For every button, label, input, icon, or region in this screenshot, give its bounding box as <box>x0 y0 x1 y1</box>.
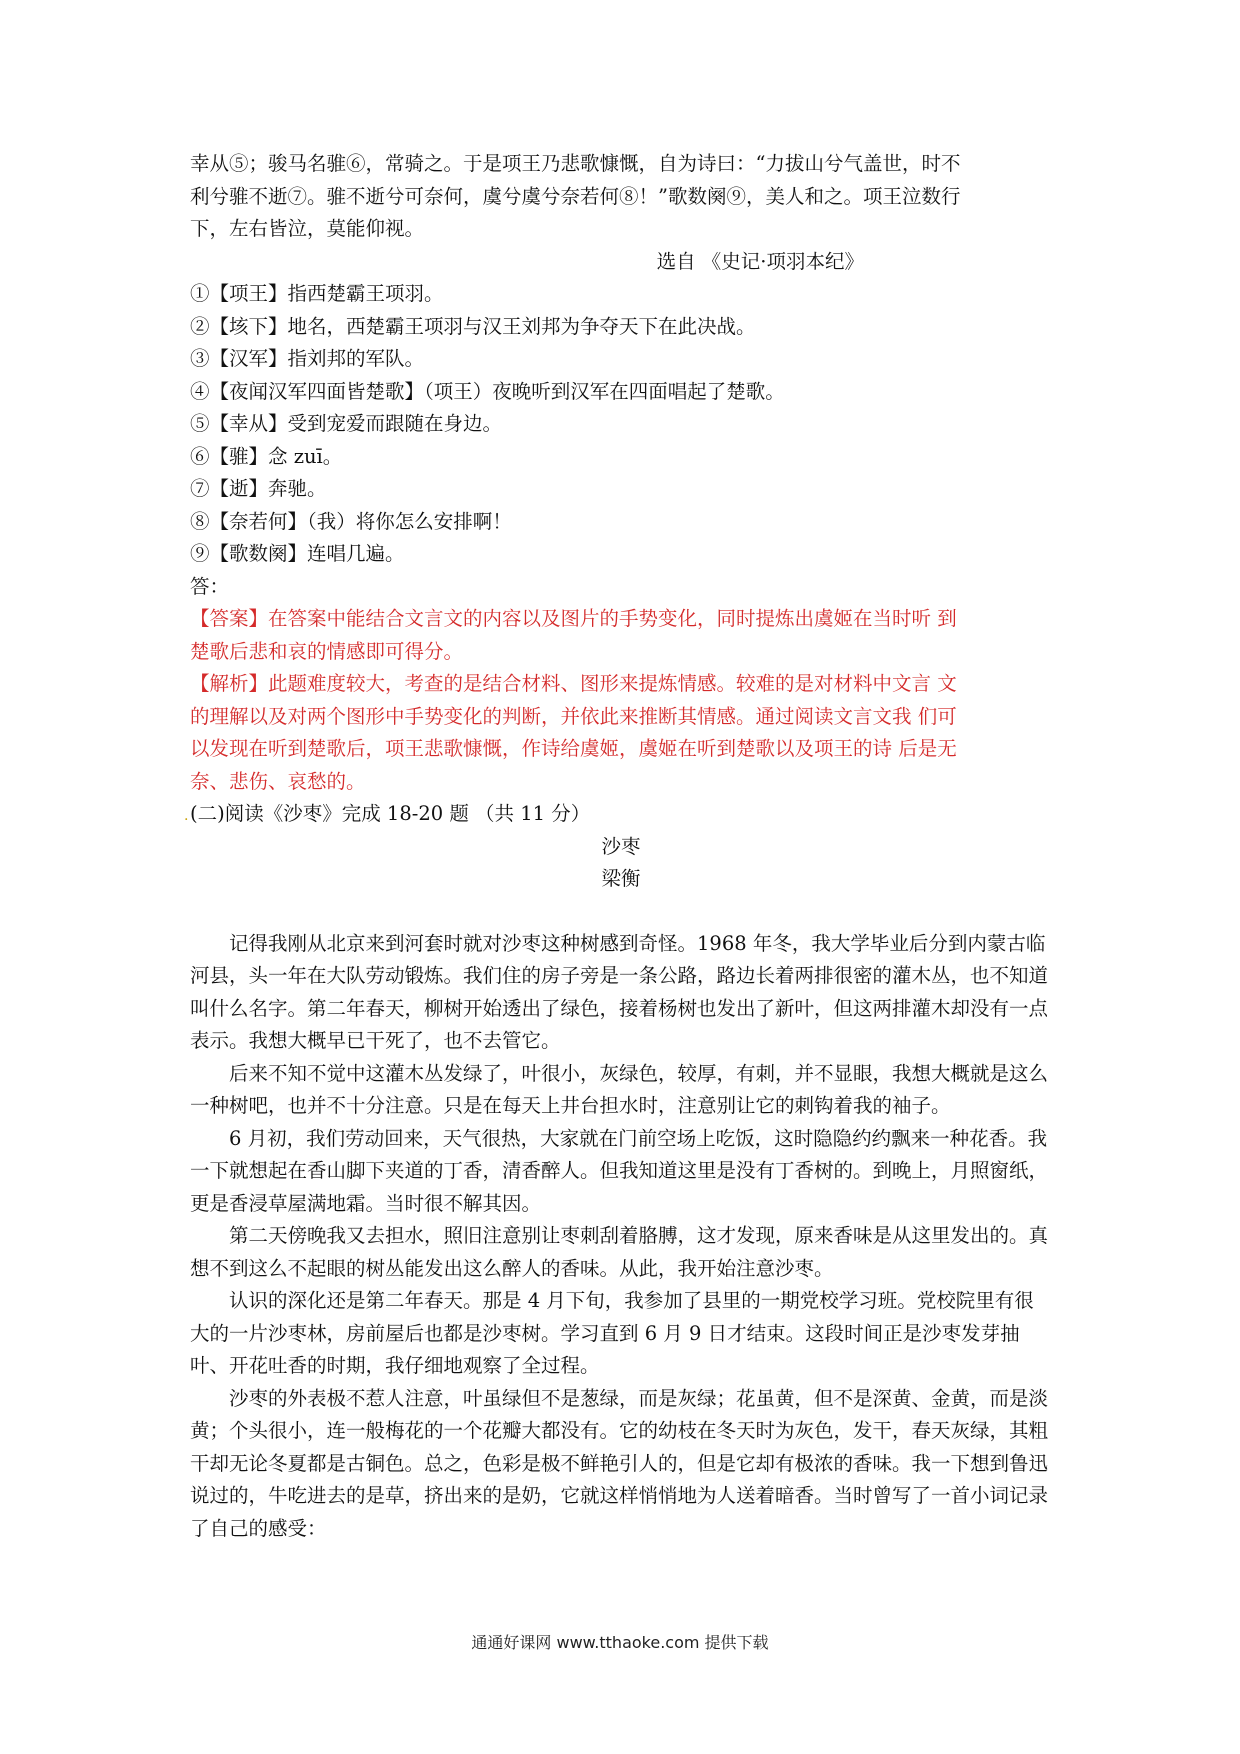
document-body <box>184 148 1052 1545</box>
passage-line: 利兮骓不逝⑦。骓不逝兮可奈何，虞兮虞兮奈若何⑧！”歌数阕⑨，美人和之。项王泣数行 <box>190 184 961 208</box>
passage-line: 下，左右皆泣，莫能仰视。 <box>190 217 425 240</box>
analysis-line: 的理解以及对两个图形中手势变化的判断，并依此来推断其情感。通过阅读文言文我 们可 <box>190 704 957 728</box>
note-item: ⑦【逝】奔驰。 <box>190 477 327 500</box>
note-item: ③【汉军】指刘邦的军队。 <box>190 347 425 370</box>
section-heading-text: (二)阅读《沙枣》完成 18-20 题 （共 11 分） <box>190 802 591 825</box>
analysis-line: 奈、悲伤、哀愁的。 <box>190 769 366 793</box>
answer-line: 【答案】在答案中能结合文言文的内容以及图片的手势变化，同时提炼出虞姬在当时听 到 <box>190 607 957 630</box>
anchor-mark-icon: . <box>184 808 189 824</box>
analysis-line: 【解析】此题难度较大，考查的是结合材料、图形来提炼情感。较难的是对材料中文言 文 <box>190 672 957 695</box>
article-paragraph: 沙枣的外表极不惹人注意，叶虽绿但不是葱绿，而是灰绿；花虽黄，但不是深黄、金黄，而是淡黄；个头很小，连一般梅花的一个花瓣大都没有。它的幼枝在冬天时为灰色，发干，春天灰绿，其粗干却无论冬夏都是古铜色。总之，色彩是极不鲜艳引人的，但是它却有极浓的香味。我一下想到鲁迅说过的，牛吃进去的是草，挤出来的是奶，它就这样悄悄地为人送着暗香。当时曾写了一首小词记录了自己的感受： <box>190 1386 1049 1540</box>
answer-label: 答： <box>190 574 230 598</box>
article-paragraph: 后来不知不觉中这灌木丛发绿了，叶很小，灰绿色，较厚，有刺，并不显眼，我想大概就是这么一种树吧，也并不十分注意。只是在每天上井台担水时，注意别让它的刺钩着我的袖子。 <box>190 1061 1049 1117</box>
page-footer: 通通好课网 www.tthaoke.com 提供下载 <box>471 1633 769 1652</box>
section-heading <box>184 798 1052 831</box>
note-item: ④【夜闻汉军四面皆楚歌】（项王）夜晚听到汉军在四面唱起了楚歌。 <box>190 379 785 403</box>
note-item: ⑤【幸从】受到宠爱而跟随在身边。 <box>190 412 503 435</box>
article-paragraph: 第二天傍晚我又去担水，照旧注意别让枣刺刮着胳膊，这才发现，原来香味是从这里发出的。真想不到这么不起眼的树丛能发出这么醉人的香味。从此，我开始注意沙枣。 <box>190 1224 1049 1280</box>
article-paragraph: 认识的深化还是第二年春天。那是 4 月下旬，我参加了县里的一期党校学习班。党校院里有很大的一片沙枣林，房前屋后也都是沙枣树。学习直到 6 月 9 日才结束。这段时间正是沙枣发芽抽叶、开花吐香的时期，我仔细地观察了全过程。 <box>190 1289 1034 1377</box>
note-item: ②【垓下】地名，西楚霸王项羽与汉王刘邦为争夺天下在此决战。 <box>190 314 756 338</box>
analysis-line: 以发现在听到楚歌后，项王悲歌慷慨，作诗给虞姬，虞姬在听到楚歌以及项王的诗 后是无 <box>190 737 957 760</box>
answer-line: 楚歌后悲和哀的情感即可得分。 <box>190 639 464 663</box>
passage-source: 选自 《史记·项羽本纪》 <box>656 249 864 273</box>
note-item: ⑥【骓】念 zuī。 <box>190 444 343 468</box>
article-title: 沙枣 <box>601 834 641 858</box>
passage-line: 幸从⑤；骏马名骓⑥，常骑之。于是项王乃悲歌慷慨，自为诗曰：“力拔山兮气盖世，时不 <box>190 152 961 175</box>
article-paragraph: 6 月初，我们劳动回来，天气很热，大家就在门前空场上吃饭，这时隐隐约约飘来一种花香。我一下就想起在香山脚下夹道的丁香，清香醉人。但我知道这里是没有丁香树的。到晚上，月照窗纸，更是香浸草屋满地霜。当时很不解其因。 <box>190 1126 1049 1215</box>
article-author: 梁衡 <box>601 867 641 890</box>
note-item: ⑧【奈若何】（我）将你怎么安排啊！ <box>190 509 512 533</box>
note-item: ①【项王】指西楚霸王项羽。 <box>190 282 444 305</box>
note-item: ⑨【歌数阕】连唱几遍。 <box>190 542 405 565</box>
spacer <box>190 896 1052 928</box>
article-paragraph: 记得我刚从北京来到河套时就对沙枣这种树感到奇怪。1968 年冬，我大学毕业后分到内蒙古临河县，头一年在大队劳动锻炼。我们住的房子旁是一条公路，路边长着两排很密的灌木丛，也不知道叫什么名字。第二年春天，柳树开始透出了绿色，接着杨树也发出了新叶，但这两排灌木却没有一点表示。我想大概早已干死了，也不去管它。 <box>190 931 1049 1052</box>
